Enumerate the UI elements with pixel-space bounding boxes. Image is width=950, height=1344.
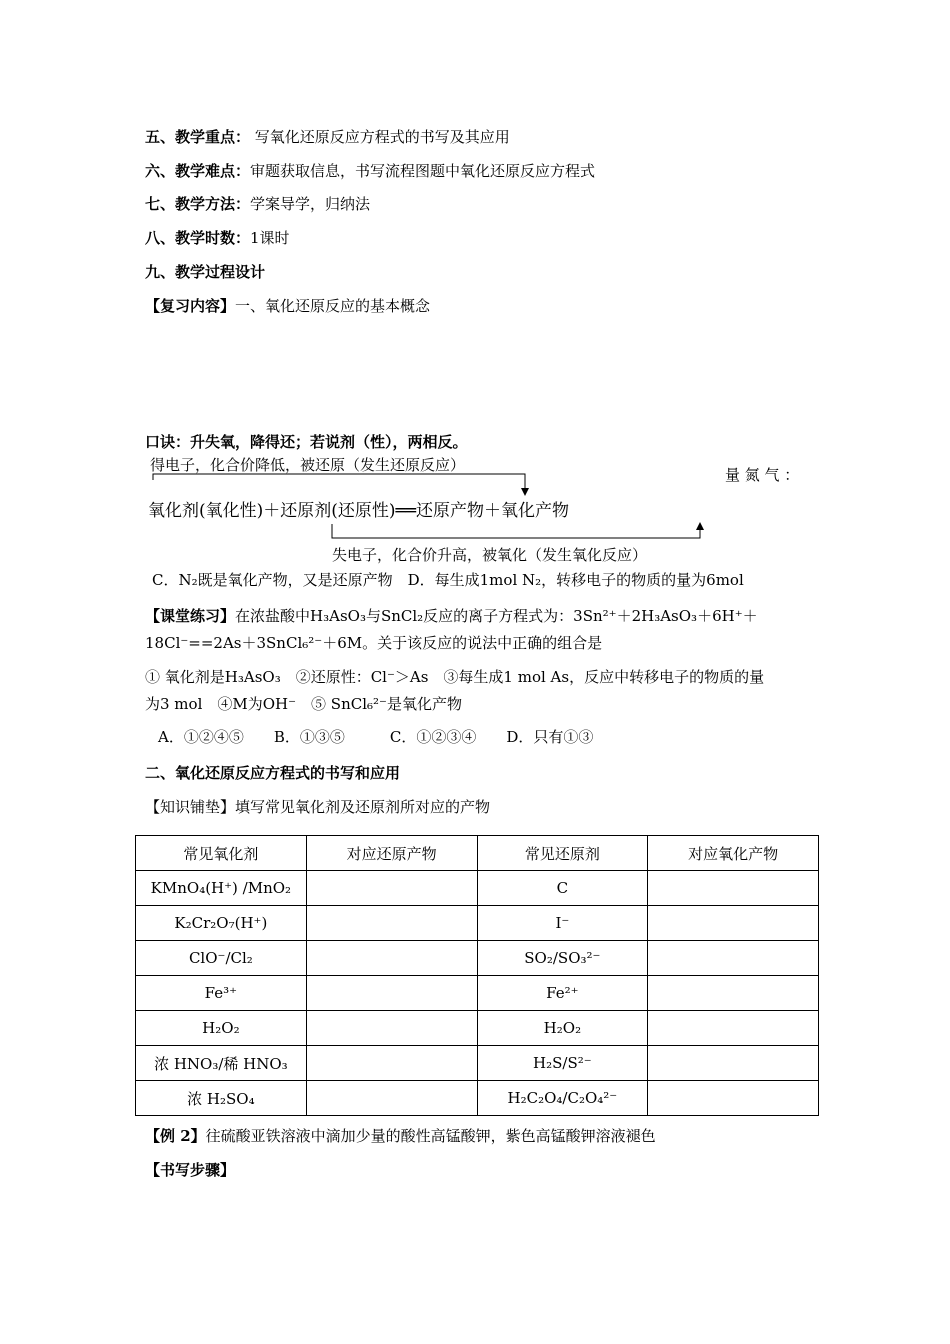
section-7-label: 七、教学方法： [145, 195, 251, 213]
options-c-d: C．N₂既是氧化产物，又是还原产物 D．每生成1mol N₂，转移电子的物质的量为6mol [152, 571, 744, 589]
table-cell: H₂O₂ [136, 1011, 307, 1046]
table-row [136, 941, 819, 976]
table-cell: Fe²⁺ [477, 976, 648, 1011]
redox-equation: 氧化剂(氧化性)＋还原剂(还原性)══还原产物＋氧化产物 [148, 501, 569, 521]
section-9-title: 九、教学过程设计 [145, 263, 266, 281]
table-cell [648, 1081, 819, 1116]
practice-choices: A．①②④⑤ B．①③⑤ C．①②③④ D．只有①③ [158, 728, 594, 746]
lose-electron-label: 失电子，化合价升高，被氧化（发生氧化反应） [332, 546, 648, 564]
table-row [136, 906, 819, 941]
table-cell: K₂Cr₂O₇(H⁺) [136, 906, 307, 941]
bottom-arrow-line [332, 524, 700, 538]
table-header-row [136, 836, 819, 871]
table-cell [648, 1011, 819, 1046]
table-cell [306, 906, 477, 941]
section-7 [145, 194, 370, 214]
table-cell [648, 941, 819, 976]
top-arrow-line [153, 474, 525, 492]
table-cell: 浓 H₂SO₄ [136, 1081, 307, 1116]
section-6-label: 六、教学难点： [145, 162, 251, 180]
practice-line-1 [145, 606, 758, 626]
mnemonic: 口诀：升失氧，降得还；若说剂（性），两相反。 [145, 433, 468, 451]
section-7-text: 学案导学，归纳法 [250, 195, 371, 213]
table-header-cell: 常见氧化剂 [136, 836, 307, 871]
table-header-cell: 常见还原剂 [477, 836, 648, 871]
table-cell: I⁻ [477, 906, 648, 941]
table-cell: KMnO₄(H⁺) /MnO₂ [136, 871, 307, 906]
review-content [145, 296, 430, 316]
redox-table [135, 835, 819, 1116]
table-header-cell: 对应还原产物 [306, 836, 477, 871]
table-row [136, 1046, 819, 1081]
section-5-label: 五、教学重点： [145, 128, 251, 146]
table-cell [306, 941, 477, 976]
table-cell [306, 871, 477, 906]
example-2-label: 【例 2】 [145, 1127, 206, 1145]
top-arrow-head [521, 488, 529, 496]
table-cell [648, 976, 819, 1011]
table-cell: Fe³⁺ [136, 976, 307, 1011]
practice-text-1: 在浓盐酸中H₃AsO₃与SnCl₂反应的离子方程式为：3Sn²⁺＋2H₃AsO₃＋6H⁺＋ [235, 607, 758, 625]
example-2-text: 往硫酸亚铁溶液中滴加少量的酸性高锰酸钾，紫色高锰酸钾溶液褪色 [205, 1127, 656, 1145]
section-8-text: 1课时 [250, 229, 290, 247]
section-5-text: 写氧化还原反应方程式的书写及其应用 [254, 128, 510, 146]
section-2-title: 二、氧化还原反应方程式的书写和应用 [145, 764, 401, 782]
section-8-label: 八、教学时数： [145, 229, 251, 247]
bottom-arrow-head [696, 522, 704, 530]
practice-label: 【课堂练习】 [145, 607, 236, 625]
table-cell: SO₂/SO₃²⁻ [477, 941, 648, 976]
writing-steps-label: 【书写步骤】 [145, 1161, 236, 1179]
table-cell [648, 906, 819, 941]
section-6 [145, 161, 595, 181]
gain-electron-label: 得电子，化合价降低，被还原（发生还原反应） [150, 456, 466, 474]
table-cell [306, 1046, 477, 1081]
table-row [136, 1011, 819, 1046]
example-2 [145, 1126, 656, 1146]
table-cell [306, 1081, 477, 1116]
practice-line-2: 18Cl⁻==2As＋3SnCl₆²⁻＋6M。关于该反应的说法中正确的组合是 [145, 634, 603, 652]
table-cell: H₂O₂ [477, 1011, 648, 1046]
side-text: 量 氮 气 ： [725, 466, 800, 484]
table-cell: H₂S/S²⁻ [477, 1046, 648, 1081]
table-header-cell: 对应氧化产物 [648, 836, 819, 871]
table-cell [306, 976, 477, 1011]
table-cell [648, 1046, 819, 1081]
table-cell [306, 1011, 477, 1046]
practice-line-3: ① 氧化剂是H₃AsO₃ ②还原性：Cl⁻＞As ③每生成1 mol As，反应中转移电子的物质的量 [145, 668, 765, 686]
review-text: 一、氧化还原反应的基本概念 [235, 297, 431, 315]
knowledge-prompt: 【知识铺垫】填写常见氧化剂及还原剂所对应的产物 [145, 798, 491, 816]
section-6-text: 审题获取信息，书写流程图题中氧化还原反应方程式 [250, 162, 596, 180]
table-row [136, 1081, 819, 1116]
review-label: 【复习内容】 [145, 297, 236, 315]
redox-diagram [140, 450, 820, 570]
practice-line-4: 为3 mol ④M为OH⁻ ⑤ SnCl₆²⁻是氧化产物 [145, 695, 462, 713]
table-cell: C [477, 871, 648, 906]
section-8 [145, 228, 290, 248]
table-cell: 浓 HNO₃/稀 HNO₃ [136, 1046, 307, 1081]
table-row [136, 976, 819, 1011]
table-row [136, 871, 819, 906]
table-cell: ClO⁻/Cl₂ [136, 941, 307, 976]
table-cell [648, 871, 819, 906]
table-cell: H₂C₂O₄/C₂O₄²⁻ [477, 1081, 648, 1116]
section-5 [145, 127, 510, 147]
